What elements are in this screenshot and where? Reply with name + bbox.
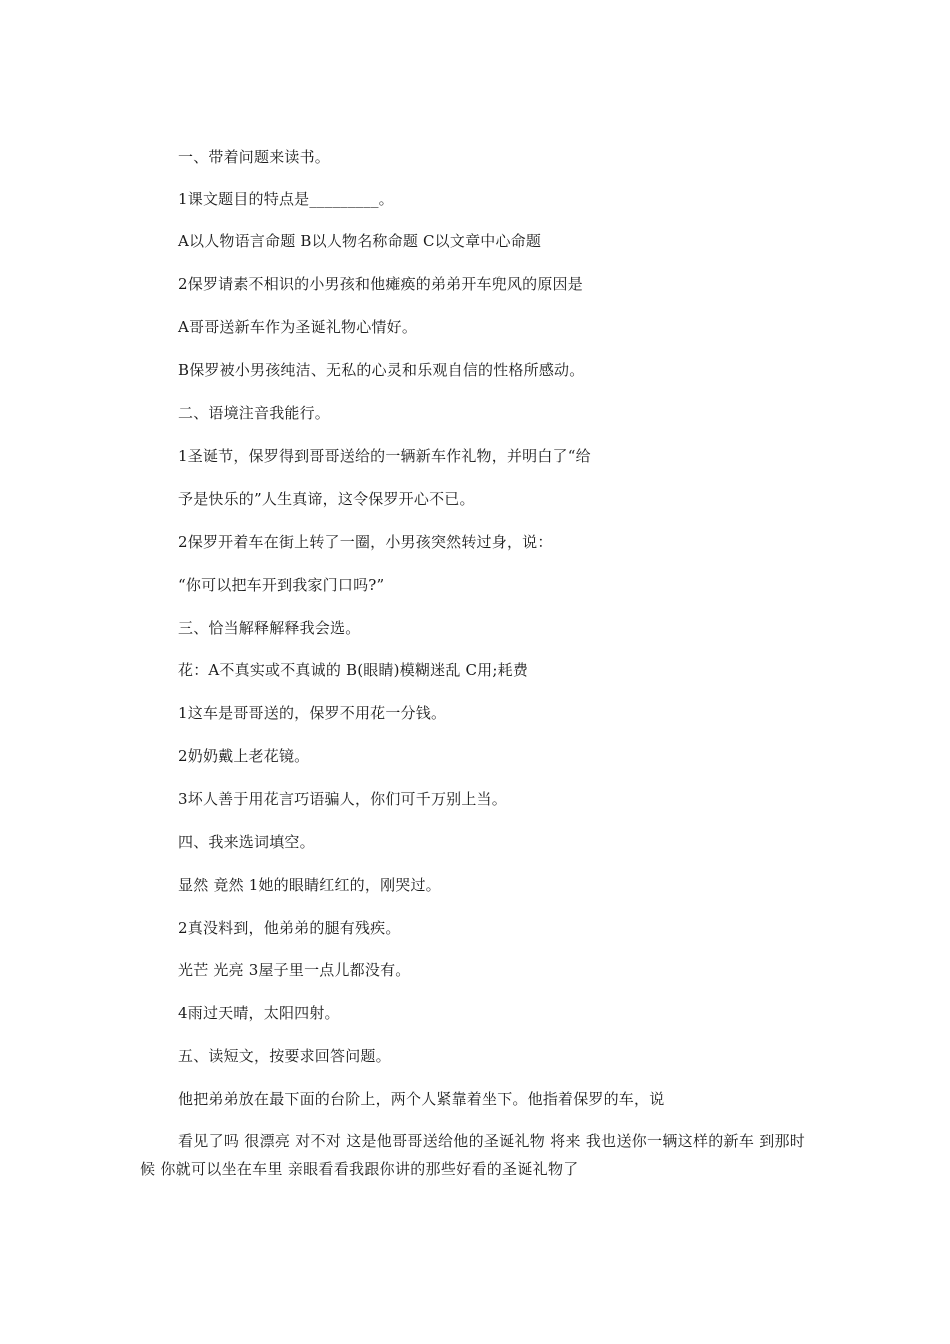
section-heading-2: 二、语境注音我能行。 (178, 404, 331, 422)
question-line: 1圣诞节，保罗得到哥哥送给的一辆新车作礼物，并明白了“给 (178, 447, 591, 465)
question-line: “你可以把车开到我家门口吗?” (178, 576, 385, 594)
reading-passage: 看见了吗 很漂亮 对不对 这是他哥哥送给他的圣诞礼物 将来 我也送你一辆这样的新车 到那时候 你就可以坐在车里 亲眼看看我跟你讲的那些好看的圣诞礼物了 (140, 1132, 806, 1178)
option-line: A以人物语言命题 B以人物名称命题 C以文章中心命题 (178, 232, 542, 250)
section-heading-3: 三、恰当解释解释我会选。 (178, 619, 361, 637)
question-line: 2保罗请素不相识的小男孩和他瘫痪的弟弟开车兜风的原因是 (178, 275, 583, 293)
option-line: A哥哥送新车作为圣诞礼物心情好。 (178, 318, 418, 336)
question-line: 2保罗开着车在街上转了一圈，小男孩突然转过身，说： (178, 533, 553, 551)
section-heading-4: 四、我来选词填空。 (178, 833, 315, 851)
section-heading-5: 五、读短文，按要求回答问题。 (178, 1047, 391, 1065)
question-line: 3坏人善于用花言巧语骗人，你们可千万别上当。 (178, 790, 507, 808)
question-line: 1这车是哥哥送的，保罗不用花一分钱。 (178, 704, 447, 722)
definition-line: 花：A不真实或不真诚的 B(眼睛)模糊迷乱 C用;耗费 (178, 661, 529, 679)
question-line: 光芒 光亮 3屋子里一点儿都没有。 (178, 961, 411, 979)
question-line: 显然 竟然 1她的眼睛红红的，刚哭过。 (178, 876, 441, 894)
section-heading-1: 一、带着问题来读书。 (178, 148, 331, 166)
passage-intro: 他把弟弟放在最下面的台阶上，两个人紧靠着坐下。他指着保罗的车，说 (178, 1090, 665, 1108)
question-line: 2奶奶戴上老花镜。 (178, 747, 310, 765)
question-line: 1课文题目的特点是_________。 (178, 190, 394, 208)
question-line: 予是快乐的”人生真谛，这令保罗开心不已。 (178, 490, 475, 508)
option-line: B保罗被小男孩纯洁、无私的心灵和乐观自信的性格所感动。 (178, 361, 585, 379)
question-line: 4雨过天晴，太阳四射。 (178, 1004, 340, 1022)
question-line: 2真没料到，他弟弟的腿有残疾。 (178, 919, 401, 937)
